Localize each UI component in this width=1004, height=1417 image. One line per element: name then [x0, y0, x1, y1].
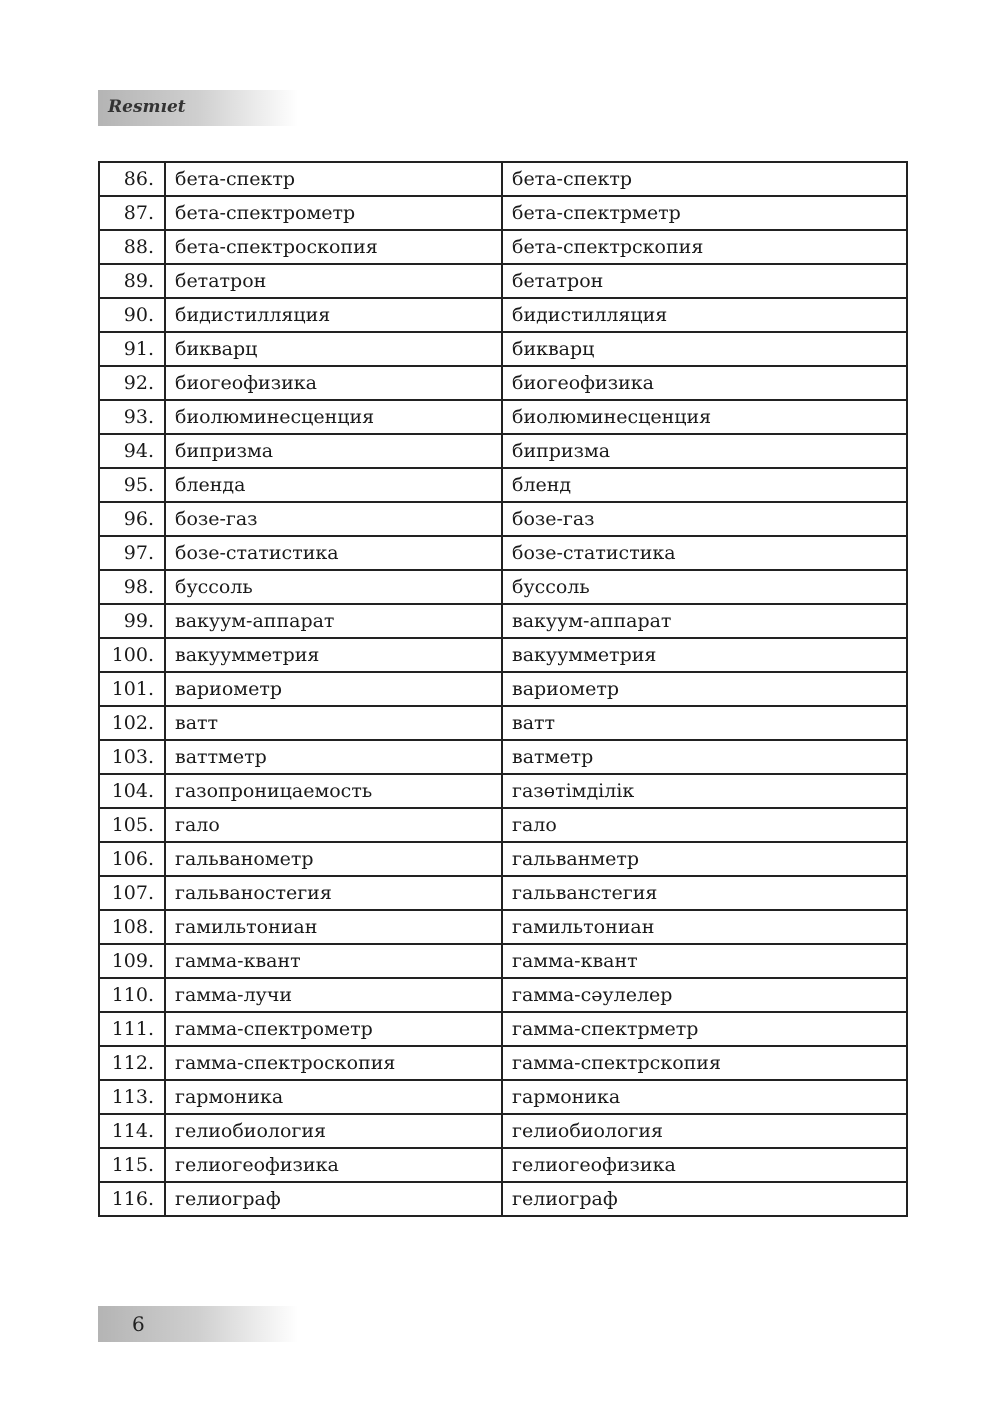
term-kazakh: бетатрон	[502, 264, 907, 298]
row-number: 86.	[99, 162, 165, 196]
row-number: 95.	[99, 468, 165, 502]
table-row	[99, 1080, 907, 1114]
table-row	[99, 196, 907, 230]
table-row	[99, 1012, 907, 1046]
table-row	[99, 570, 907, 604]
table-row	[99, 808, 907, 842]
table-row	[99, 1046, 907, 1080]
table-row	[99, 842, 907, 876]
row-number: 92.	[99, 366, 165, 400]
term-kazakh: бипризма	[502, 434, 907, 468]
row-number: 93.	[99, 400, 165, 434]
row-number: 115.	[99, 1148, 165, 1182]
table-row	[99, 502, 907, 536]
row-number: 108.	[99, 910, 165, 944]
term-russian: гелиогеофизика	[165, 1148, 502, 1182]
term-russian: бикварц	[165, 332, 502, 366]
table-row	[99, 298, 907, 332]
row-number: 103.	[99, 740, 165, 774]
terminology-table-body	[99, 162, 907, 1216]
table-row	[99, 162, 907, 196]
term-russian: бленда	[165, 468, 502, 502]
header-title: Resmıet	[108, 97, 186, 117]
table-row	[99, 332, 907, 366]
term-kazakh: биогеофизика	[502, 366, 907, 400]
term-kazakh: газөтімділік	[502, 774, 907, 808]
row-number: 106.	[99, 842, 165, 876]
term-russian: бетатрон	[165, 264, 502, 298]
term-russian: биогеофизика	[165, 366, 502, 400]
table-row	[99, 536, 907, 570]
term-kazakh: бидистилляция	[502, 298, 907, 332]
page-footer	[98, 1306, 298, 1342]
row-number: 105.	[99, 808, 165, 842]
row-number: 98.	[99, 570, 165, 604]
row-number: 101.	[99, 672, 165, 706]
term-russian: ватт	[165, 706, 502, 740]
table-row	[99, 774, 907, 808]
table-row	[99, 468, 907, 502]
table-row	[99, 876, 907, 910]
running-header	[98, 90, 298, 126]
term-kazakh: гальванстегия	[502, 876, 907, 910]
table-row	[99, 230, 907, 264]
table-row	[99, 944, 907, 978]
table-row	[99, 638, 907, 672]
term-kazakh: ватт	[502, 706, 907, 740]
term-russian: гальваностегия	[165, 876, 502, 910]
term-kazakh: буссоль	[502, 570, 907, 604]
term-kazakh: гамма-квант	[502, 944, 907, 978]
term-russian: бета-спектроскопия	[165, 230, 502, 264]
term-kazakh: гальванметр	[502, 842, 907, 876]
term-russian: буссоль	[165, 570, 502, 604]
row-number: 111.	[99, 1012, 165, 1046]
term-kazakh: бета-спектрскопия	[502, 230, 907, 264]
term-kazakh: гамма-спектрскопия	[502, 1046, 907, 1080]
term-russian: гамма-спектроскопия	[165, 1046, 502, 1080]
table-row	[99, 978, 907, 1012]
row-number: 97.	[99, 536, 165, 570]
term-kazakh: бозе-статистика	[502, 536, 907, 570]
term-kazakh: ватметр	[502, 740, 907, 774]
term-kazakh: бленд	[502, 468, 907, 502]
term-kazakh: гелиобиология	[502, 1114, 907, 1148]
table-row	[99, 1114, 907, 1148]
table-row	[99, 1148, 907, 1182]
row-number: 91.	[99, 332, 165, 366]
row-number: 104.	[99, 774, 165, 808]
term-russian: гамма-квант	[165, 944, 502, 978]
term-kazakh: бета-спектр	[502, 162, 907, 196]
row-number: 102.	[99, 706, 165, 740]
row-number: 94.	[99, 434, 165, 468]
row-number: 113.	[99, 1080, 165, 1114]
term-kazakh: биолюминесценция	[502, 400, 907, 434]
term-russian: бозе-статистика	[165, 536, 502, 570]
term-russian: гелиобиология	[165, 1114, 502, 1148]
table-row	[99, 910, 907, 944]
term-russian: вариометр	[165, 672, 502, 706]
row-number: 87.	[99, 196, 165, 230]
term-russian: вакуумметрия	[165, 638, 502, 672]
row-number: 107.	[99, 876, 165, 910]
term-kazakh: вакуумметрия	[502, 638, 907, 672]
row-number: 116.	[99, 1182, 165, 1216]
term-russian: гамма-спектрометр	[165, 1012, 502, 1046]
term-kazakh: гамма-сәулелер	[502, 978, 907, 1012]
table-row	[99, 400, 907, 434]
term-kazakh: бозе-газ	[502, 502, 907, 536]
table-row	[99, 1182, 907, 1216]
table-row	[99, 434, 907, 468]
table-row	[99, 366, 907, 400]
table-row	[99, 672, 907, 706]
row-number: 90.	[99, 298, 165, 332]
term-kazakh: вакуум-аппарат	[502, 604, 907, 638]
term-russian: ваттметр	[165, 740, 502, 774]
table-row	[99, 706, 907, 740]
term-russian: газопроницаемость	[165, 774, 502, 808]
row-number: 100.	[99, 638, 165, 672]
term-russian: гелиограф	[165, 1182, 502, 1216]
term-kazakh: бета-спектрметр	[502, 196, 907, 230]
row-number: 110.	[99, 978, 165, 1012]
term-russian: бидистилляция	[165, 298, 502, 332]
term-kazakh: гало	[502, 808, 907, 842]
table-row	[99, 604, 907, 638]
term-kazakh: бикварц	[502, 332, 907, 366]
term-russian: бета-спектрометр	[165, 196, 502, 230]
term-kazakh: гармоника	[502, 1080, 907, 1114]
term-russian: гамма-лучи	[165, 978, 502, 1012]
table-row	[99, 264, 907, 298]
term-kazakh: вариометр	[502, 672, 907, 706]
term-russian: вакуум-аппарат	[165, 604, 502, 638]
term-kazakh: гамма-спектрметр	[502, 1012, 907, 1046]
page-number: 6	[132, 1312, 145, 1336]
table-row	[99, 740, 907, 774]
term-russian: гармоника	[165, 1080, 502, 1114]
row-number: 96.	[99, 502, 165, 536]
term-russian: гало	[165, 808, 502, 842]
term-kazakh: гамильтониан	[502, 910, 907, 944]
row-number: 88.	[99, 230, 165, 264]
row-number: 89.	[99, 264, 165, 298]
term-russian: бипризма	[165, 434, 502, 468]
term-kazakh: гелиограф	[502, 1182, 907, 1216]
term-kazakh: гелиогеофизика	[502, 1148, 907, 1182]
term-russian: бозе-газ	[165, 502, 502, 536]
term-russian: гальванометр	[165, 842, 502, 876]
term-russian: биолюминесценция	[165, 400, 502, 434]
term-russian: бета-спектр	[165, 162, 502, 196]
row-number: 99.	[99, 604, 165, 638]
terminology-table	[98, 161, 908, 1217]
row-number: 109.	[99, 944, 165, 978]
row-number: 112.	[99, 1046, 165, 1080]
term-russian: гамильтониан	[165, 910, 502, 944]
row-number: 114.	[99, 1114, 165, 1148]
